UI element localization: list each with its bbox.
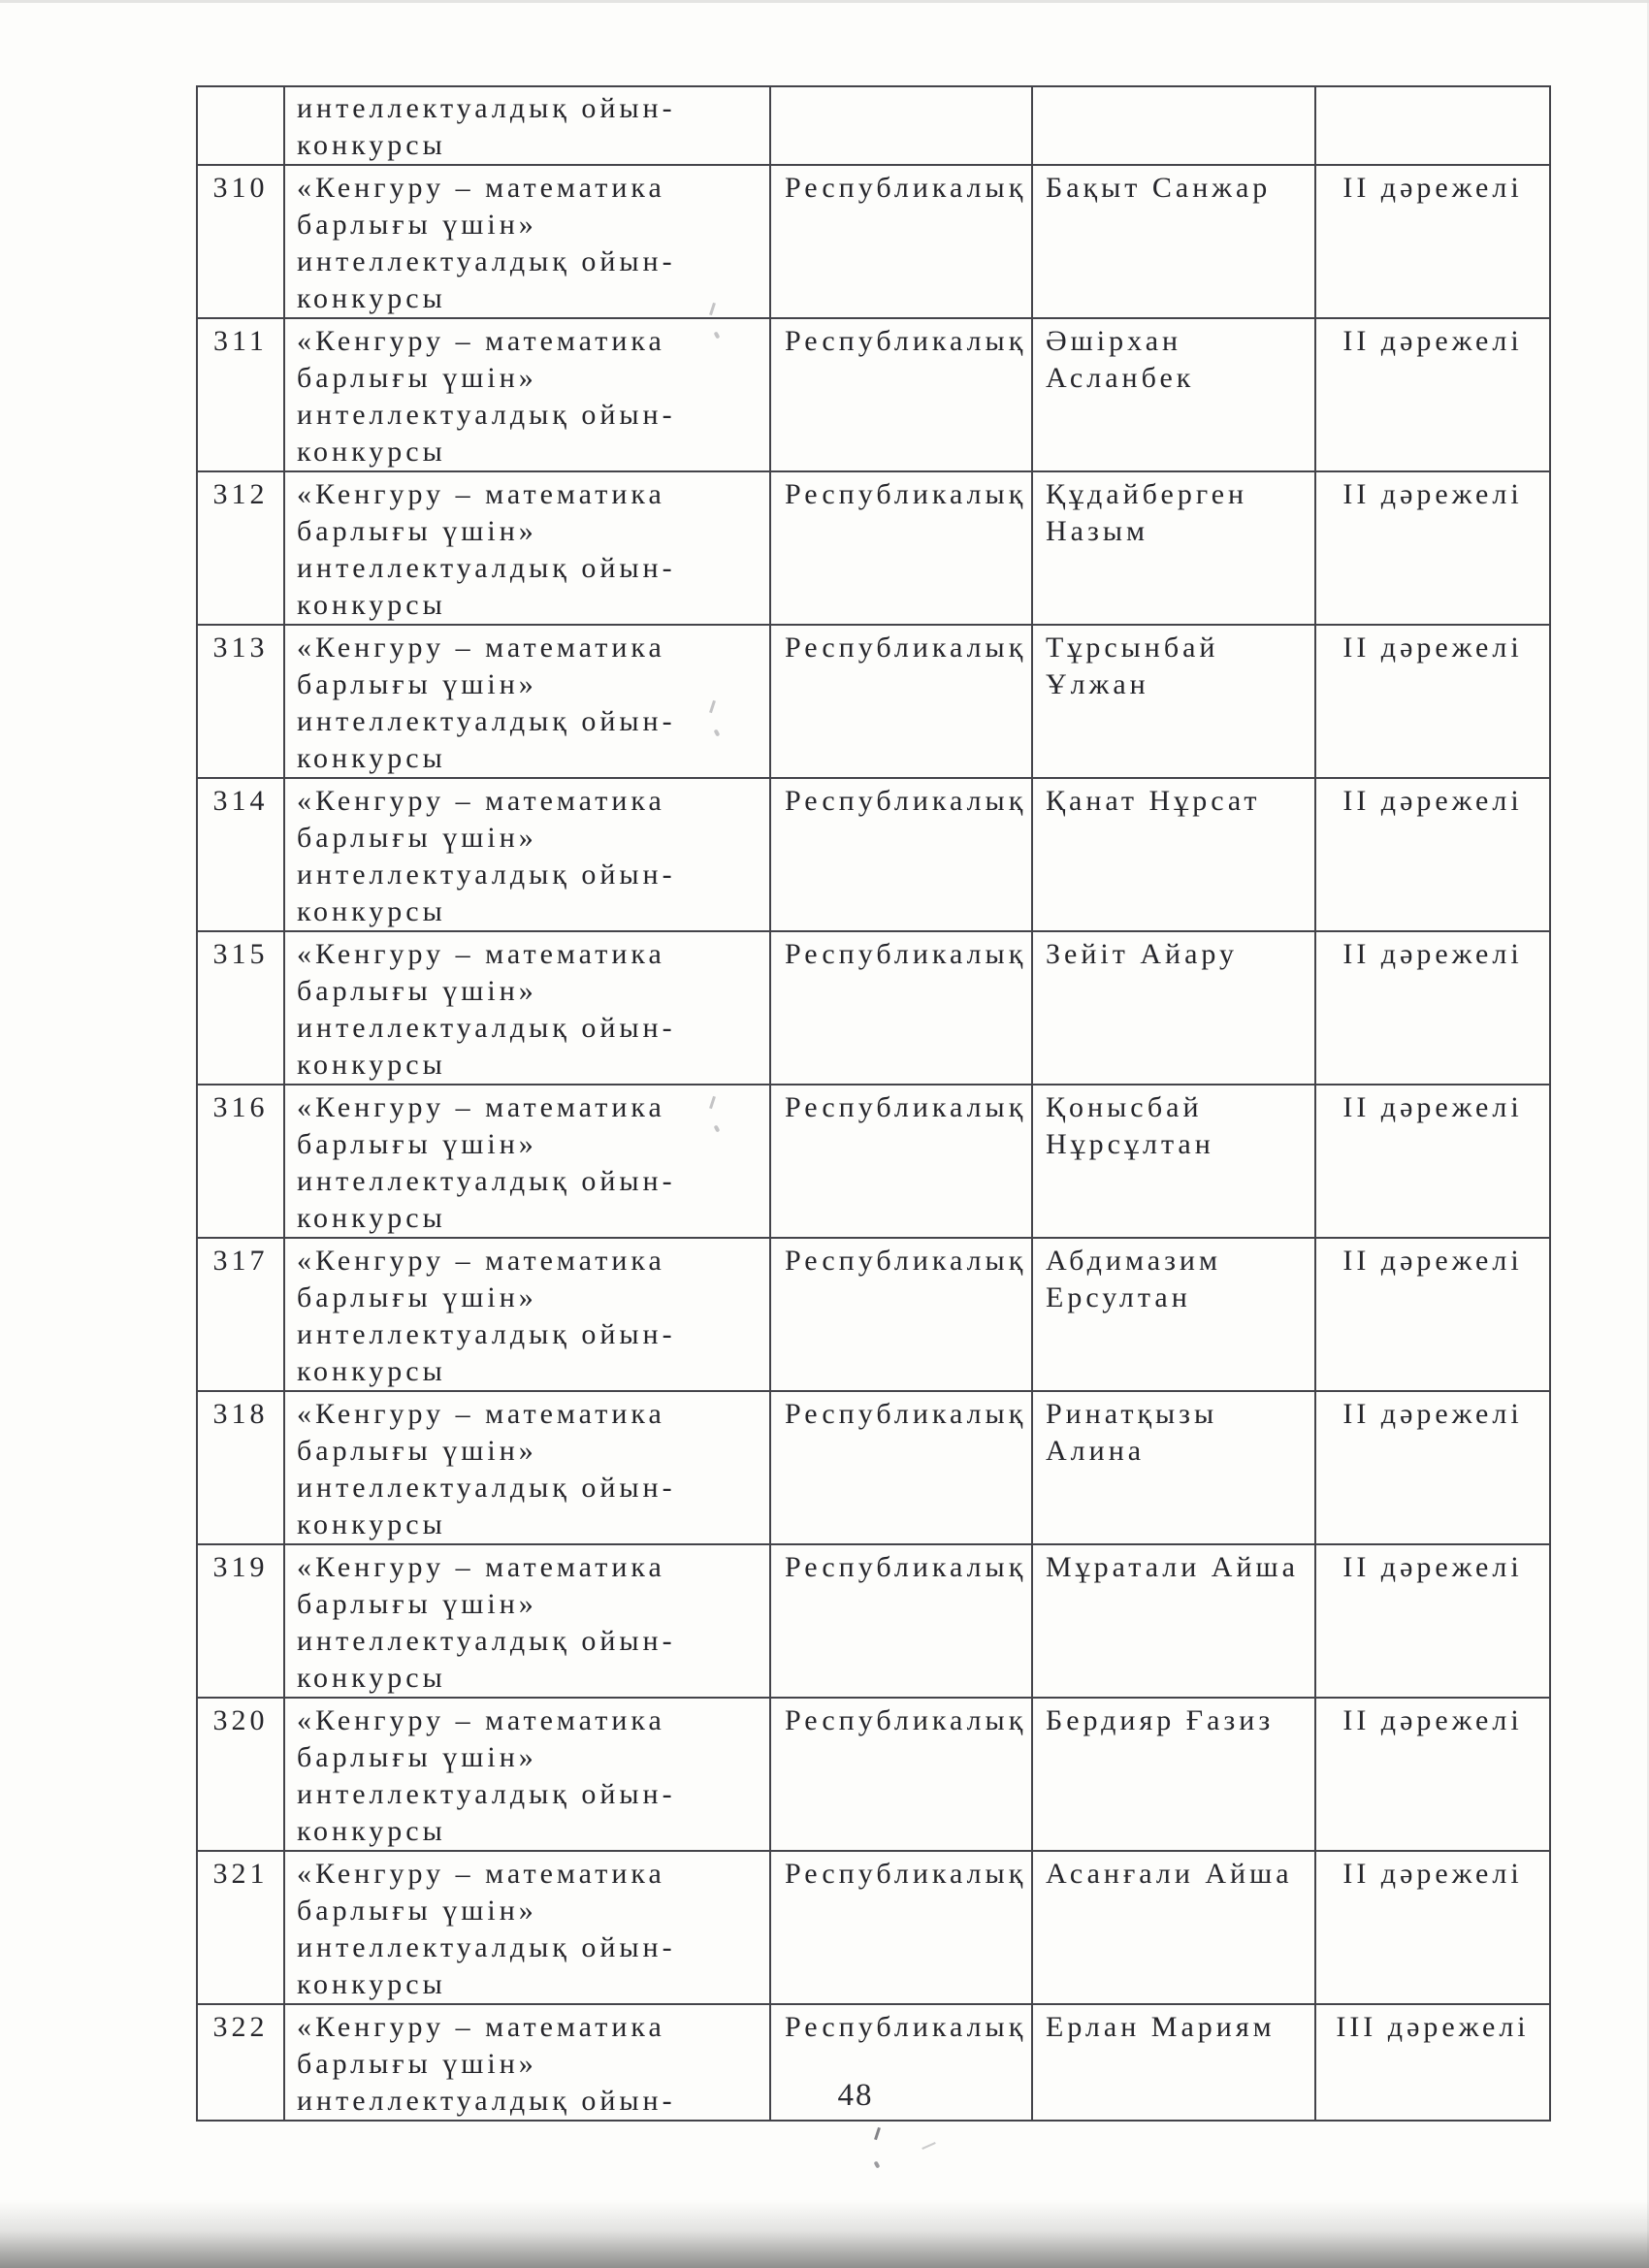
event-name-cell [284, 86, 770, 165]
row-number-cell [197, 318, 284, 471]
event-name-line: «Кенгуру – математика [297, 1551, 665, 1583]
degree-cell: II дәрежелі [1315, 165, 1550, 318]
participant-name-cell [1032, 1085, 1315, 1238]
event-name-cell [284, 1544, 770, 1698]
row-number-cell [197, 86, 284, 165]
event-name-line: интеллектуалдық ойын- [297, 1318, 676, 1350]
table-row [197, 1544, 1550, 1698]
event-name-line: интеллектуалдық ойын- [297, 859, 676, 891]
event-name-line: интеллектуалдық ойын- [297, 705, 676, 737]
table-row [197, 778, 1550, 931]
event-name-line: интеллектуалдық ойын- [297, 399, 676, 431]
participant-name-cell [1032, 1698, 1315, 1851]
degree-cell: II дәрежелі [1315, 1391, 1550, 1544]
participant-name-line: Нұрсұлтан [1046, 1128, 1214, 1160]
row-number: 315 [212, 938, 269, 970]
row-number-cell [197, 625, 284, 778]
participant-name-line: Қанат Нұрсат [1046, 785, 1261, 817]
level-cell: Республикалық [770, 1085, 1032, 1238]
degree-cell: II дәрежелі [1315, 625, 1550, 778]
table-row [197, 471, 1550, 625]
row-number: 313 [212, 632, 269, 664]
event-name-line: барлығы үшін» [297, 1588, 537, 1620]
results-table [196, 85, 1551, 2122]
level-cell: Республикалық [770, 1238, 1032, 1391]
row-number-cell [197, 1085, 284, 1238]
event-name-line: «Кенгуру – математика [297, 785, 665, 817]
event-name-line: интеллектуалдық ойын- [297, 1931, 676, 1963]
participant-name-cell [1032, 1238, 1315, 1391]
page-number: 48 [837, 2078, 874, 2113]
participant-name-cell [1032, 625, 1315, 778]
event-name-line: барлығы үшін» [297, 1895, 537, 1927]
level-cell: Республикалық [770, 2004, 1032, 2121]
degree-cell: III дәрежелі [1315, 2004, 1550, 2121]
participant-name-line: Асанғали Айша [1046, 1858, 1293, 1890]
event-name-line: интеллектуалдық ойын- [297, 2085, 676, 2117]
row-number: 321 [212, 1858, 269, 1890]
event-name-line: конкурсы [297, 1049, 446, 1081]
event-name-line: конкурсы [297, 1662, 446, 1694]
table-row-continuation [197, 86, 1550, 165]
event-name-line: барлығы үшін» [297, 209, 537, 241]
event-name-cell [284, 931, 770, 1085]
degree-cell: II дәрежелі [1315, 471, 1550, 625]
participant-name-line: Бақыт Санжар [1046, 172, 1272, 204]
table-row [197, 931, 1550, 1085]
row-number-cell [197, 1238, 284, 1391]
event-name-line: конкурсы [297, 436, 446, 468]
row-number-cell [197, 2004, 284, 2121]
event-name-line: конкурсы [297, 1968, 446, 2000]
event-name-line: конкурсы [297, 1815, 446, 1847]
participant-name-line: Ринатқызы [1046, 1398, 1218, 1430]
event-name-cell [284, 1238, 770, 1391]
event-name-cell [284, 1391, 770, 1544]
event-name-line: конкурсы [297, 129, 446, 161]
participant-name-line: Ерсултан [1046, 1281, 1191, 1313]
table-row [197, 1238, 1550, 1391]
scan-speck [874, 2160, 881, 2168]
participant-name-cell [1032, 165, 1315, 318]
participant-name-line: Зейіт Айару [1046, 938, 1238, 970]
scan-edge-bottom [0, 2200, 1649, 2268]
event-name-line: интеллектуалдық ойын- [297, 92, 676, 124]
degree-cell: II дәрежелі [1315, 1085, 1550, 1238]
event-name-line: барлығы үшін» [297, 1435, 537, 1467]
participant-name-line: Бердияр Ғазиз [1046, 1704, 1275, 1736]
row-number-cell [197, 1851, 284, 2004]
event-name-line: конкурсы [297, 282, 446, 314]
participant-name-cell [1032, 2004, 1315, 2121]
participant-name-cell [1032, 931, 1315, 1085]
participant-name-line: Назым [1046, 515, 1148, 547]
event-name-line: барлығы үшін» [297, 975, 537, 1007]
event-name-line: конкурсы [297, 1355, 446, 1387]
participant-name-cell [1032, 1851, 1315, 2004]
event-name-line: конкурсы [297, 1508, 446, 1540]
event-name-line: барлығы үшін» [297, 1281, 537, 1313]
participant-name-cell [1032, 86, 1315, 165]
row-number: 318 [212, 1398, 269, 1430]
participant-name-line: Мұратали Айша [1046, 1551, 1299, 1583]
table-row [197, 1698, 1550, 1851]
event-name-cell [284, 1698, 770, 1851]
row-number-cell [197, 165, 284, 318]
participant-name-cell [1032, 471, 1315, 625]
participant-name-cell [1032, 1544, 1315, 1698]
row-number: 320 [212, 1704, 269, 1736]
row-number: 316 [212, 1091, 269, 1123]
event-name-line: интеллектуалдық ойын- [297, 1472, 676, 1504]
participant-name-line: Қонысбай [1046, 1091, 1203, 1123]
level-cell [770, 86, 1032, 165]
event-name-line: барлығы үшін» [297, 668, 537, 700]
degree-cell: II дәрежелі [1315, 1851, 1550, 2004]
event-name-line: конкурсы [297, 895, 446, 927]
table-row [197, 318, 1550, 471]
participant-name-line: Асланбек [1046, 362, 1195, 394]
participant-name-line: Алина [1046, 1435, 1146, 1467]
participant-name-line: Ұлжан [1046, 668, 1149, 700]
row-number: 319 [212, 1551, 269, 1583]
participant-name-line: Ерлан Мариям [1046, 2011, 1276, 2043]
row-number: 314 [212, 785, 269, 817]
event-name-line: интеллектуалдық ойын- [297, 552, 676, 584]
event-name-cell [284, 2004, 770, 2121]
event-name-line: «Кенгуру – математика [297, 2011, 665, 2043]
row-number-cell [197, 1698, 284, 1851]
row-number-cell [197, 931, 284, 1085]
event-name-line: конкурсы [297, 742, 446, 774]
event-name-line: барлығы үшін» [297, 1128, 537, 1160]
participant-name-line: Құдайберген [1046, 478, 1248, 510]
event-name-line: интеллектуалдық ойын- [297, 1012, 676, 1044]
event-name-cell [284, 778, 770, 931]
level-cell: Республикалық [770, 165, 1032, 318]
scan-speck [922, 2142, 936, 2150]
row-number-cell [197, 1544, 284, 1698]
level-cell: Республикалық [770, 1698, 1032, 1851]
participant-name-cell [1032, 778, 1315, 931]
event-name-line: интеллектуалдық ойын- [297, 245, 676, 277]
event-name-line: конкурсы [297, 589, 446, 621]
table-row [197, 165, 1550, 318]
row-number: 312 [212, 478, 269, 510]
event-name-line: барлығы үшін» [297, 362, 537, 394]
event-name-line: барлығы үшін» [297, 1741, 537, 1773]
event-name-line: «Кенгуру – математика [297, 1398, 665, 1430]
level-cell: Республикалық [770, 318, 1032, 471]
table-row [197, 1391, 1550, 1544]
participant-name-line: Абдимазим [1046, 1245, 1221, 1277]
degree-cell: II дәрежелі [1315, 1238, 1550, 1391]
participant-name-line: Тұрсынбай [1046, 632, 1219, 664]
table-row [197, 1085, 1550, 1238]
event-name-line: барлығы үшін» [297, 2048, 537, 2080]
row-number-cell [197, 778, 284, 931]
degree-cell: II дәрежелі [1315, 778, 1550, 931]
row-number-cell [197, 1391, 284, 1544]
scan-edge-top [0, 0, 1649, 3]
level-cell: Республикалық [770, 471, 1032, 625]
level-cell: Республикалық [770, 931, 1032, 1085]
event-name-line: «Кенгуру – математика [297, 478, 665, 510]
participant-name-cell [1032, 318, 1315, 471]
degree-cell [1315, 86, 1550, 165]
event-name-cell [284, 625, 770, 778]
row-number: 310 [212, 172, 269, 204]
event-name-cell [284, 1085, 770, 1238]
event-name-line: «Кенгуру – математика [297, 938, 665, 970]
event-name-cell [284, 165, 770, 318]
event-name-cell [284, 318, 770, 471]
level-cell: Республикалық [770, 1391, 1032, 1544]
event-name-cell [284, 471, 770, 625]
level-cell: Республикалық [770, 778, 1032, 931]
scan-speck [874, 2127, 881, 2140]
event-name-line: конкурсы [297, 1202, 446, 1234]
degree-cell: II дәрежелі [1315, 1544, 1550, 1698]
row-number: 322 [212, 2011, 269, 2043]
event-name-line: «Кенгуру – математика [297, 1858, 665, 1890]
level-cell: Республикалық [770, 625, 1032, 778]
row-number-cell [197, 471, 284, 625]
event-name-line: интеллектуалдық ойын- [297, 1625, 676, 1657]
event-name-line: «Кенгуру – математика [297, 632, 665, 664]
level-cell: Республикалық [770, 1851, 1032, 2004]
level-cell: Республикалық [770, 1544, 1032, 1698]
event-name-line: «Кенгуру – математика [297, 325, 665, 357]
degree-cell: II дәрежелі [1315, 318, 1550, 471]
results-table-body [197, 86, 1550, 2121]
participant-name-cell [1032, 1391, 1315, 1544]
event-name-line: интеллектуалдық ойын- [297, 1165, 676, 1197]
event-name-line: «Кенгуру – математика [297, 172, 665, 204]
table-row [197, 625, 1550, 778]
event-name-line: «Кенгуру – математика [297, 1704, 665, 1736]
event-name-line: «Кенгуру – математика [297, 1091, 665, 1123]
event-name-line: «Кенгуру – математика [297, 1245, 665, 1277]
event-name-line: барлығы үшін» [297, 515, 537, 547]
event-name-line: интеллектуалдық ойын- [297, 1778, 676, 1810]
row-number: 311 [213, 325, 268, 357]
table-row [197, 1851, 1550, 2004]
participant-name-line: Әшірхан [1046, 325, 1182, 357]
degree-cell: II дәрежелі [1315, 1698, 1550, 1851]
event-name-line: барлығы үшін» [297, 822, 537, 854]
row-number: 317 [212, 1245, 269, 1277]
event-name-cell [284, 1851, 770, 2004]
degree-cell: II дәрежелі [1315, 931, 1550, 1085]
